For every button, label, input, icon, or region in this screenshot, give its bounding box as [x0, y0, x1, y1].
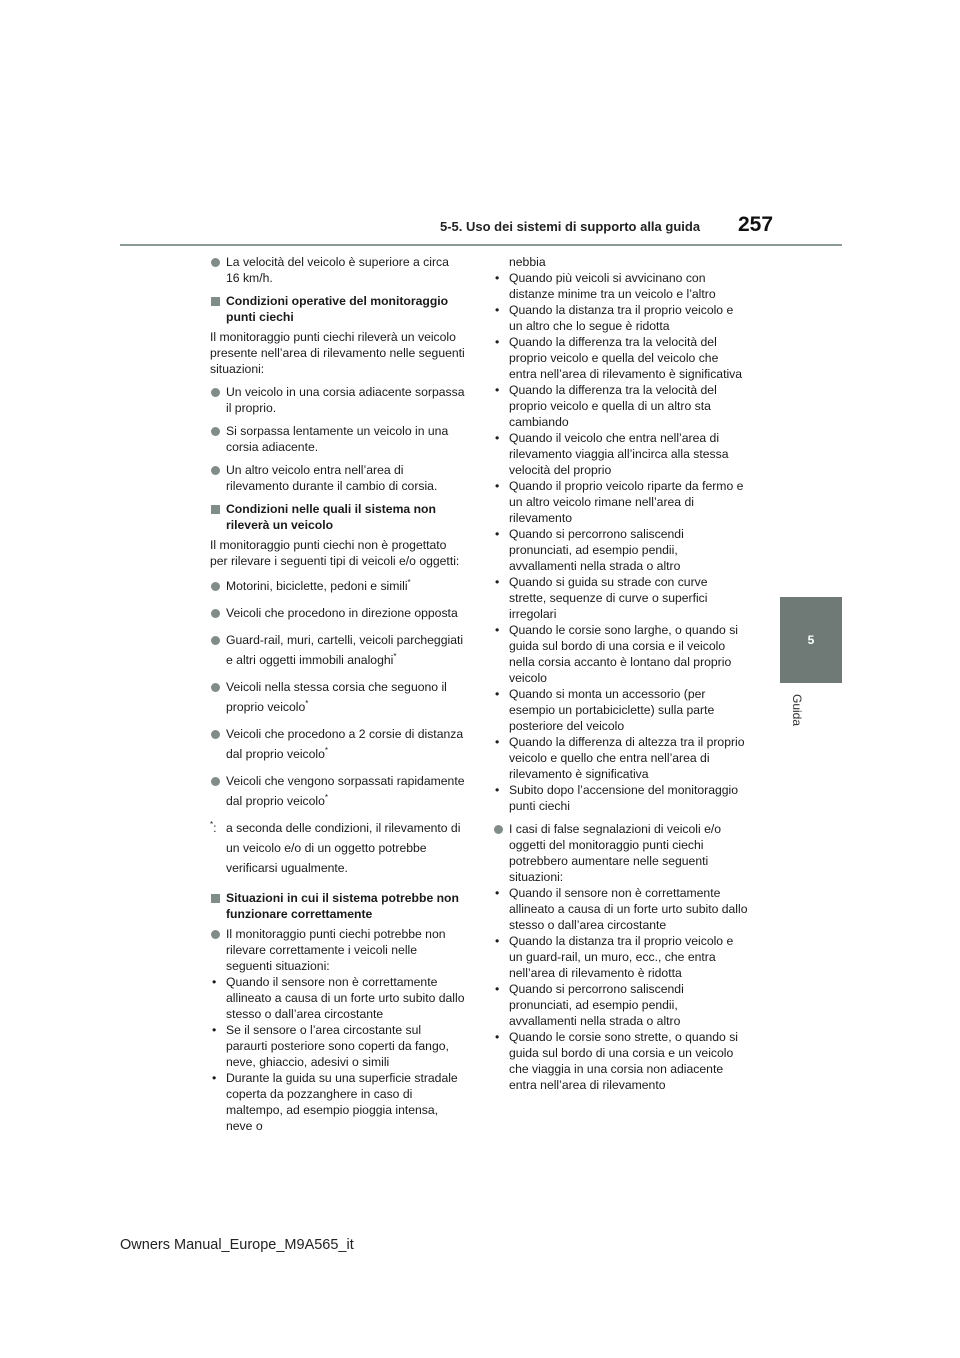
bullet-text: Veicoli che vengono sorpassati rapidamente dal proprio veicolo — [226, 774, 465, 808]
sub-item: • Subito dopo l’accensione del monitoraggio punti ciechi — [493, 782, 748, 814]
footnote — [210, 818, 465, 878]
bullet-item: I casi di false segnalazioni di veicoli e/o oggetti del monitoraggio punti ciechi potrebbero aumentare nelle seguenti situazioni: — [493, 821, 748, 885]
chapter-tab: 5 — [780, 597, 842, 683]
sub-item: • Quando il veicolo che entra nell’area di rilevamento viaggia all’incirca alla stessa velocità del proprio — [493, 430, 748, 478]
footnote-ref: * — [305, 698, 309, 708]
sub-item: • Quando la differenza tra la velocità del proprio veicolo e quella del veicolo che entra nell’area di rilevamento è significativa — [493, 334, 748, 382]
bullet-text: Guard-rail, muri, cartelli, veicoli parcheggiati e altri oggetti immobili analoghi — [226, 633, 464, 667]
sub-item: • Quando più veicoli si avvicinano con distanze minime tra un veicolo e l’altro — [493, 270, 748, 302]
bullet-item: Un altro veicolo entra nell’area di rilevamento durante il cambio di corsia. — [210, 462, 465, 494]
footnote-ref: * — [324, 792, 329, 802]
right-column — [493, 254, 748, 1093]
section-title: 5-5. Uso dei sistemi di supporto alla guida — [440, 219, 701, 234]
sub-item: • Quando il sensore non è correttamente allineato a causa di un forte urto subito dallo stesso o dall’area circostante — [210, 974, 465, 1022]
header-divider — [120, 244, 842, 246]
sub-item: • Quando la distanza tra il proprio veicolo e un altro che lo segue è ridotta — [493, 302, 748, 334]
sub-item: • Quando si guida su strade con curve strette, sequenze di curve o superfici irregolari — [493, 574, 748, 622]
sub-item: • Quando le corsie sono larghe, o quando si guida sul bordo di una corsia e il veicolo nella corsia accanto è lontano dal proprio veicolo — [493, 622, 748, 686]
sub-item: • Quando la differenza tra la velocità del proprio veicolo e quella di un altro sta cambiando — [493, 382, 748, 430]
footnote-label — [210, 818, 217, 838]
section-heading: Condizioni nelle quali il sistema non rileverà un veicolo — [210, 501, 465, 533]
footnote-colon: : — [213, 821, 217, 835]
bullet-item — [210, 771, 465, 811]
sub-item: • Quando la distanza tra il proprio veicolo e un guard-rail, un muro, ecc., che entra nell’area di rilevamento è ridotta — [493, 933, 748, 981]
left-column — [210, 254, 465, 1134]
bullet-text: Veicoli nella stessa corsia che seguono il proprio veicolo — [226, 680, 447, 714]
bullet-item: Veicoli che procedono in direzione opposta — [210, 603, 465, 623]
bullet-item: Il monitoraggio punti ciechi potrebbe non rilevare correttamente i veicoli nelle seguenti situazioni: — [210, 926, 465, 974]
paragraph: Il monitoraggio punti ciechi rileverà un veicolo presente nell’area di rilevamento nelle seguenti situazioni: — [210, 330, 465, 376]
section-heading: Situazioni in cui il sistema potrebbe non funzionare correttamente — [210, 890, 465, 922]
continued-text: nebbia — [509, 255, 546, 269]
bullet-item — [210, 576, 465, 596]
sub-item: • Se il sensore o l’area circostante sul paraurti posteriore sono coperti da fango, neve, ghiaccio, adesivi o simili — [210, 1022, 465, 1070]
bullet-item — [210, 630, 465, 670]
sub-item: • Quando le corsie sono strette, o quando si guida sul bordo di una corsia e un veicolo che viaggia in una corsia non adiacente entra nell’area di rilevamento — [493, 1029, 748, 1093]
bullet-text: Veicoli che procedono a 2 corsie di distanza dal proprio veicolo — [226, 727, 464, 761]
footnote-text: a seconda delle condizioni, il rilevamento di un veicolo e/o di un oggetto potrebbe verificarsi ugualmente. — [226, 821, 461, 875]
footer-text: Owners Manual_Europe_M9A565_it — [120, 1237, 354, 1253]
sub-item: • Quando il proprio veicolo riparte da fermo e un altro veicolo rimane nell’area di rilevamento — [493, 478, 748, 526]
bullet-item: La velocità del veicolo è superiore a circa 16 km/h. — [210, 254, 465, 286]
bullet-item — [210, 724, 465, 764]
bullet-item — [210, 677, 465, 717]
chapter-label: Guida — [790, 694, 804, 727]
page-number: 257 — [738, 213, 774, 236]
footnote-ref: * — [393, 651, 397, 661]
section-heading: Condizioni operative del monitoraggio punti ciechi — [210, 293, 465, 325]
sub-item: • Durante la guida su una superficie stradale coperta da pozzanghere in caso di maltempo, ad esempio pioggia intensa, neve o — [210, 1070, 465, 1134]
sub-item: • Quando si percorrono saliscendi pronunciati, ad esempio pendii, avvallamenti nella strada o altro — [493, 981, 748, 1029]
footnote-ref: * — [324, 745, 329, 755]
footnote-asterisk: * — [210, 819, 214, 829]
bullet-item: Si sorpassa lentamente un veicolo in una corsia adiacente. — [210, 423, 465, 455]
sub-item: • Quando si percorrono saliscendi pronunciati, ad esempio pendii, avvallamenti nella strada o altro — [493, 526, 748, 574]
paragraph: Il monitoraggio punti ciechi non è progettato per rilevare i seguenti tipi di veicoli e/o oggetti: — [210, 538, 460, 568]
bullet-item: Un veicolo in una corsia adiacente sorpassa il proprio. — [210, 384, 465, 416]
sub-item: • Quando la differenza di altezza tra il proprio veicolo e quello che entra nell’area di rilevamento è significativa — [493, 734, 748, 782]
bullet-text: Motorini, biciclette, pedoni e simili — [226, 579, 408, 593]
sub-item: • Quando il sensore non è correttamente allineato a causa di un forte urto subito dallo stesso o dall’area circostante — [493, 885, 748, 933]
footnote-ref: * — [407, 577, 411, 587]
sub-item: • Quando si monta un accessorio (per esempio un portabiciclette) sulla parte posteriore del veicolo — [493, 686, 748, 734]
